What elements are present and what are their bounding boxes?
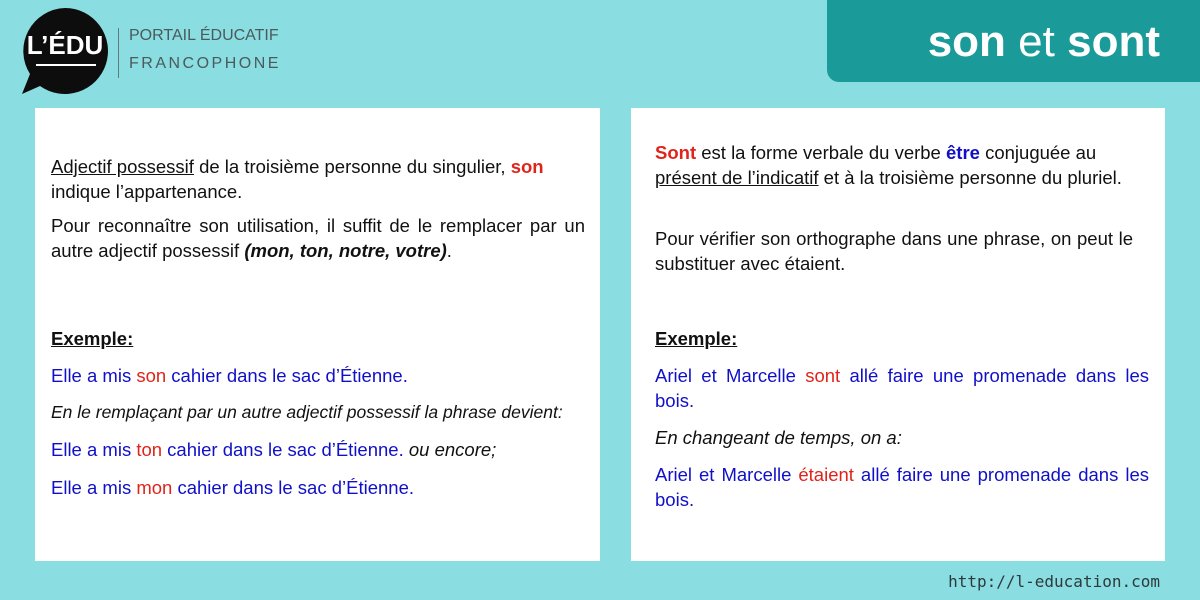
son-ex1-start: Elle a mis xyxy=(51,365,137,386)
son-ex1-word: son xyxy=(136,365,167,386)
son-def-word: son xyxy=(510,156,544,177)
sont-def-text-2: conjuguée au xyxy=(979,142,1097,163)
son-example-2 xyxy=(51,437,496,462)
son-replace-note: En le remplaçant par un autre adjectif possessif la phrase devient: xyxy=(51,402,563,422)
sont-example-label: Exemple: xyxy=(655,328,738,349)
sont-ex1-end: allé faire une promenade dans les bois. xyxy=(655,365,1149,411)
page-title xyxy=(928,17,1160,67)
sont-def-text: est la forme verbale du verbe xyxy=(696,142,946,163)
son-ex3-word: mon xyxy=(136,477,173,498)
son-ex2-end: cahier dans le sac d’Étienne. xyxy=(162,439,404,460)
son-recognition xyxy=(51,213,585,263)
portal-line-2: FRANCOPHONE xyxy=(129,55,281,72)
son-def-end: indique l’appartenance. xyxy=(51,181,243,202)
son-example-label: Exemple: xyxy=(51,328,134,349)
son-ex3-start: Elle a mis xyxy=(51,477,137,498)
son-panel xyxy=(35,108,600,561)
son-ex1-end: cahier dans le sac d’Étienne. xyxy=(166,365,408,386)
sont-ex2-start: Ariel et Marcelle xyxy=(655,464,799,485)
sont-def-end: et à la troisième personne du pluriel. xyxy=(818,167,1122,188)
sont-tense-note: En changeant de temps, on a: xyxy=(655,427,902,448)
sont-check: Pour vérifier son orthographe dans une phrase, on peut le substituer avec étaient. xyxy=(655,228,1133,274)
sont-def-tense: présent de l’indicatif xyxy=(655,167,819,188)
sont-def-word: Sont xyxy=(655,142,697,163)
sont-ex1-start: Ariel et Marcelle xyxy=(655,365,806,386)
sont-ex2-end: allé faire une promenade dans les bois. xyxy=(655,464,1149,510)
site-url: http://l-education.com xyxy=(948,572,1160,591)
title-banner xyxy=(827,0,1200,82)
title-word-sont: sont xyxy=(1067,17,1160,66)
portal-line-1: PORTAIL ÉDUCATIF xyxy=(129,27,279,44)
portal-name xyxy=(118,28,281,78)
son-ex2-note: ou encore; xyxy=(403,439,497,460)
son-def-term: Adjectif possessif xyxy=(51,156,194,177)
son-def-text: de la troisième personne du singulier, xyxy=(193,156,511,177)
son-example-1 xyxy=(51,363,408,388)
title-word-et: et xyxy=(1018,17,1055,66)
son-example-3 xyxy=(51,475,414,500)
sont-def-verb: être xyxy=(946,142,980,163)
logo-divider xyxy=(36,64,96,66)
sont-definition xyxy=(655,140,1133,190)
son-reco-list: (mon, ton, notre, votre) xyxy=(244,240,447,261)
sont-example-2 xyxy=(655,462,1149,512)
sont-ex1-word: sont xyxy=(805,365,841,386)
son-reco-text: Pour reconnaître son utilisation, il suffit de le remplacer par un autre adjectif possessif xyxy=(51,215,585,261)
son-ex2-word: ton xyxy=(136,439,163,460)
sont-example-1 xyxy=(655,363,1149,413)
son-reco-dot: . xyxy=(446,240,452,261)
sont-panel xyxy=(631,108,1165,561)
logo-text: L’ÉDU xyxy=(26,30,104,60)
title-word-son: son xyxy=(927,17,1006,66)
son-ex3-end: cahier dans le sac d’Étienne. xyxy=(172,477,415,498)
son-ex2-start: Elle a mis xyxy=(51,439,137,460)
son-definition xyxy=(51,154,585,204)
sont-ex2-word: étaient xyxy=(798,464,854,485)
